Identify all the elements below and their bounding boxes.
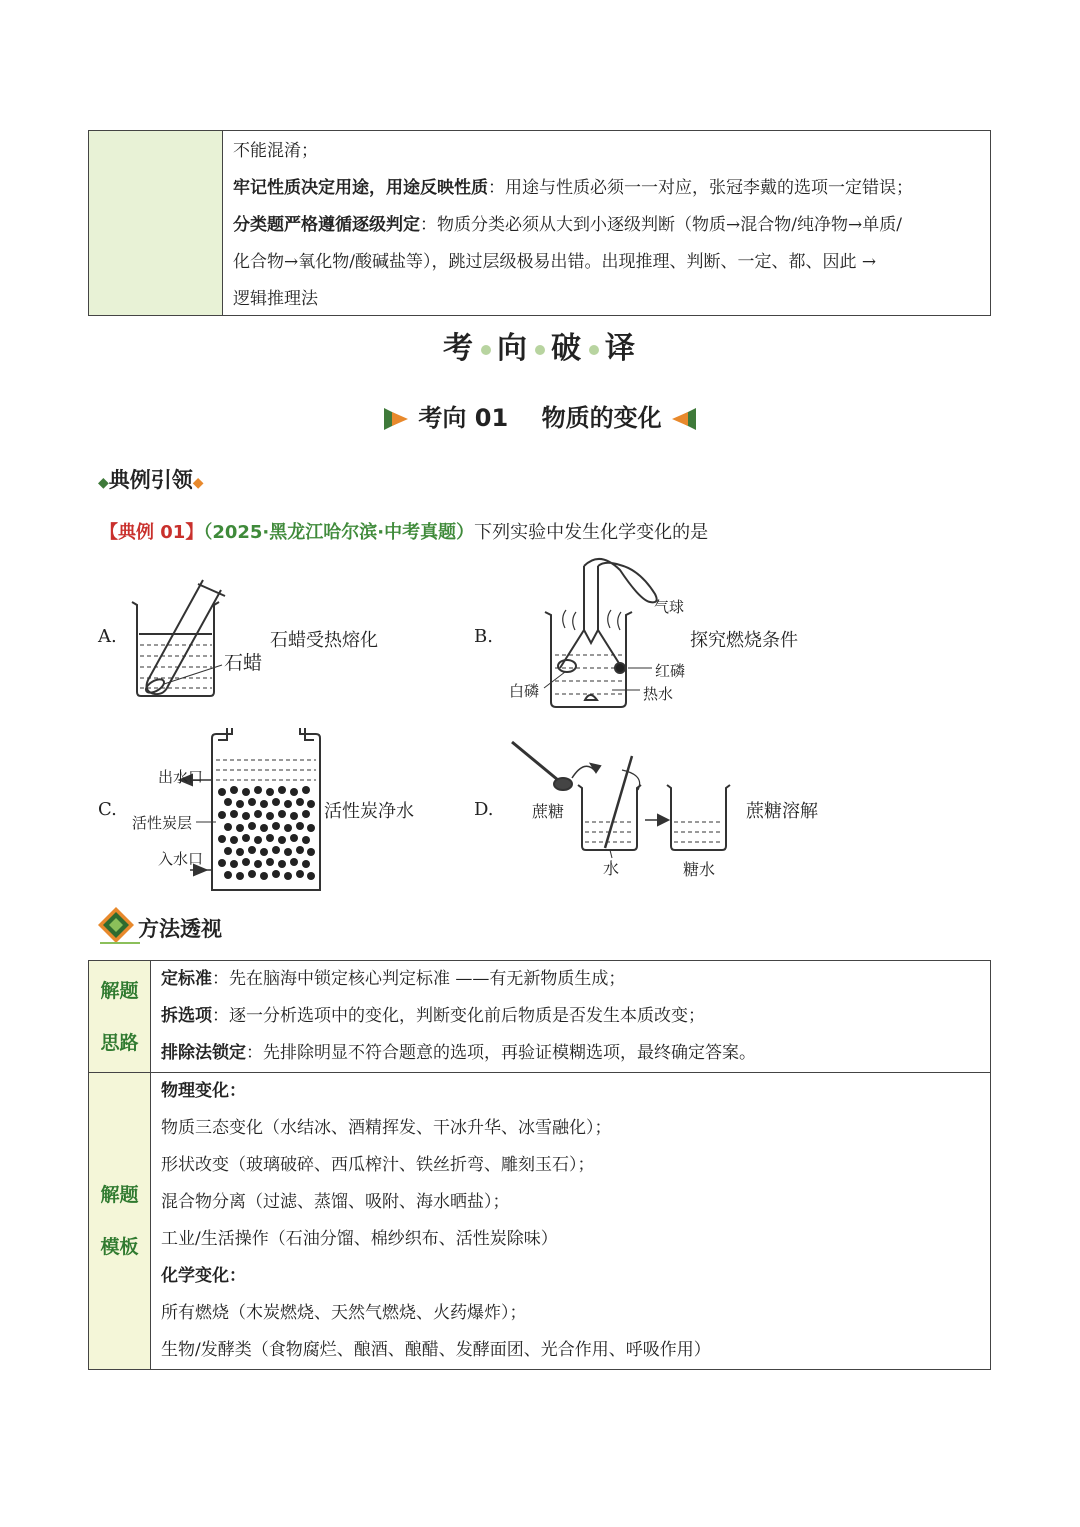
approach-step: 排除法锁定：先排除明显不符合题意的选项，再验证模糊选项，最终确定答案。 xyxy=(161,1043,756,1063)
physical-heading: 物理变化： xyxy=(161,1081,246,1101)
physical-item: 工业/生活操作（石油分馏、棉纱织布、活性炭除味） xyxy=(161,1229,558,1249)
option-a-letter: A. xyxy=(98,626,117,647)
option-c-letter: C. xyxy=(98,799,117,820)
option-c-label-outlet: 出水口 xyxy=(158,768,204,786)
section-title: 考向 01 物质的变化 xyxy=(0,398,1080,433)
template-content xyxy=(151,1073,990,1369)
top-line-1: 不能混淆； xyxy=(233,141,318,161)
template-label: 解题 模板 xyxy=(89,1073,151,1369)
option-a-label-wax: 石蜡 xyxy=(224,652,263,674)
option-c-text: 活性炭净水 xyxy=(324,801,414,822)
chemical-heading: 化学变化： xyxy=(161,1266,246,1286)
approach-label: 解题 思路 xyxy=(89,961,151,1072)
option-d-letter: D. xyxy=(474,799,494,820)
carbon-particles xyxy=(218,786,315,880)
page-title: 考 向 破 译 xyxy=(443,331,637,366)
option-d-label-sugar: 蔗糖 xyxy=(532,802,565,821)
chemical-item: 生物/发酵类（食物腐烂、酿酒、酿醋、发酵面团、光合作用、呼吸作用） xyxy=(161,1340,711,1360)
approach-step: 定标准：先在脑海中锁定核心判定标准 ——有无新物质生成； xyxy=(161,969,626,989)
approach-step: 拆选项：逐一分析选项中的变化，判断变化前后物质是否发生本质改变； xyxy=(161,1006,705,1026)
option-d-label-sugar-water: 糖水 xyxy=(683,860,716,879)
method-table xyxy=(88,960,991,1370)
option-c-label-carbon-layer: 活性炭层 xyxy=(132,814,193,832)
example-heading: ◆典例引领◆ xyxy=(98,468,204,492)
option-c-label-inlet: 入水口 xyxy=(158,850,204,868)
top-line-3: 分类题严格遵循逐级判定：物质分类必须从大到小逐级判断（物质→混合物/纯净物→单质/ xyxy=(233,215,902,235)
approach-content xyxy=(151,961,990,1072)
physical-item: 物质三态变化（水结冰、酒精挥发、干冰升华、冰雪融化）； xyxy=(161,1118,612,1138)
method-row-template xyxy=(89,1072,990,1369)
option-b-text: 探究燃烧条件 xyxy=(690,630,798,651)
physical-item: 形状改变（玻璃破碎、西瓜榨汁、铁丝折弯、雕刻玉石）； xyxy=(161,1155,595,1175)
option-a-text: 石蜡受热熔化 xyxy=(270,630,378,651)
diamond-icon: ◆ xyxy=(98,475,109,491)
option-b-label-balloon: 气球 xyxy=(654,598,685,616)
option-d-label-water: 水 xyxy=(603,859,620,878)
option-d-text: 蔗糖溶解 xyxy=(746,801,818,822)
chemical-item: 所有燃烧（木炭燃烧、天然气燃烧、火药爆炸）； xyxy=(161,1303,527,1323)
option-b-label-white-phosphorus: 白磷 xyxy=(509,682,540,700)
method-row-approach xyxy=(89,961,990,1072)
top-line-5: 逻辑推理法 xyxy=(233,289,318,309)
physical-item: 混合物分离（过滤、蒸馏、吸附、海水晒盐）； xyxy=(161,1192,510,1212)
diamond-badge-icon xyxy=(96,905,140,945)
top-line-2: 牢记性质决定用途，用途反映性质：用途与性质必须一一对应，张冠李戴的选项一定错误； xyxy=(233,178,913,198)
option-b-label-red-phosphorus: 红磷 xyxy=(655,662,686,680)
top-line-4: 化合物→氧化物/酸碱盐等），跳过层级极易出错。出现推理、判断、一定、都、因此 → xyxy=(233,252,877,272)
option-b-label-hot-water: 热水 xyxy=(643,685,674,703)
diamond-icon: ◆ xyxy=(192,475,204,491)
example-question: 【典例 01】（2025·黑龙江哈尔滨·中考真题）下列实验中发生化学变化的是 xyxy=(100,522,709,543)
option-b-letter: B. xyxy=(474,626,493,647)
